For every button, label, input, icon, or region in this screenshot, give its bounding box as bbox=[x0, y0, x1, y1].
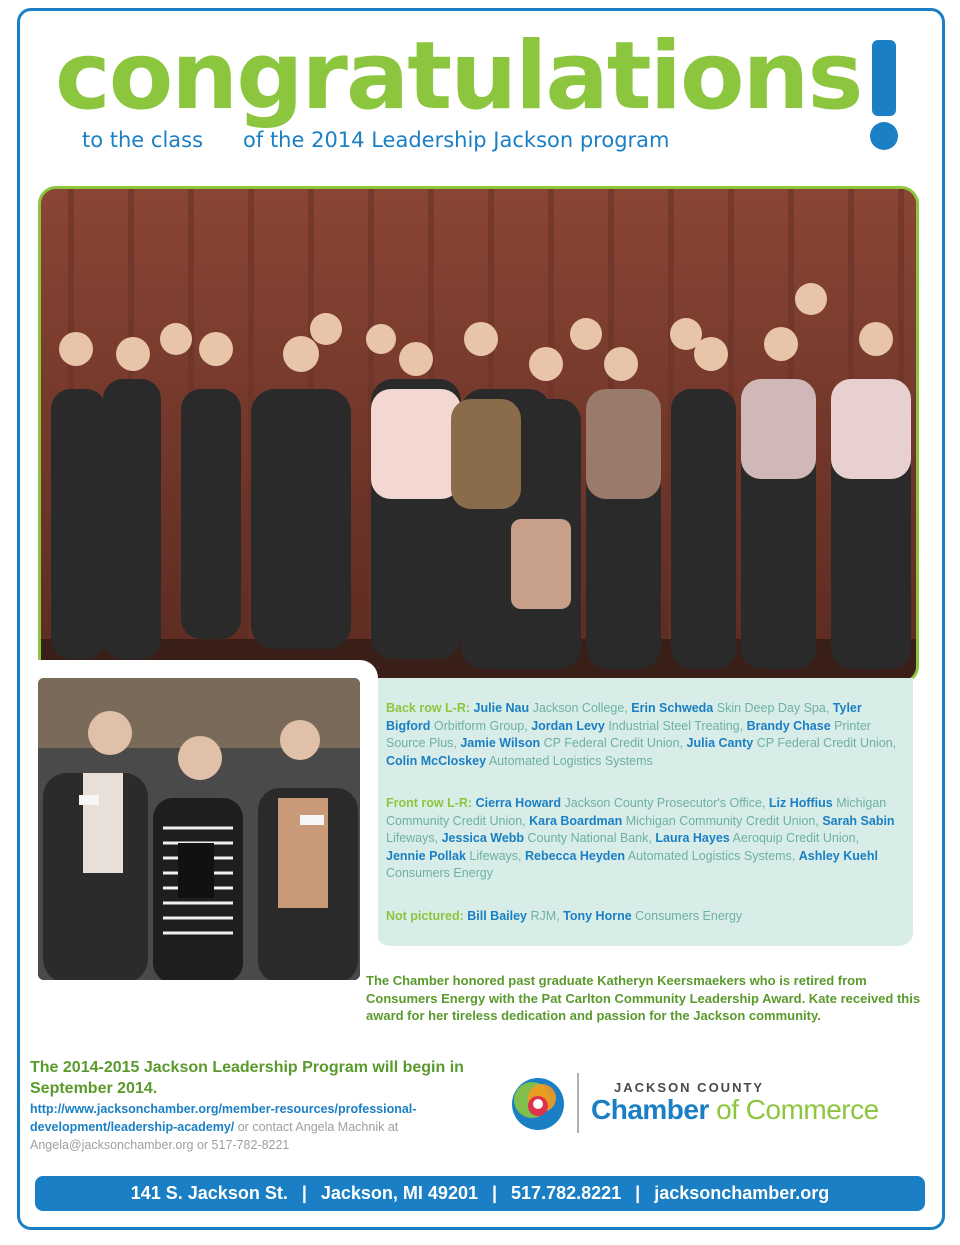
award-photo-image bbox=[38, 678, 360, 980]
program-contact bbox=[30, 1100, 520, 1154]
caption-name: Liz Hoffius bbox=[768, 796, 833, 810]
footer-address: 141 S. Jackson St. bbox=[130, 1183, 288, 1203]
caption-org: CP Federal Credit Union bbox=[756, 736, 893, 750]
caption-org: Aeroquip Credit Union bbox=[732, 831, 856, 845]
caption-org: Industrial Steel Treating bbox=[608, 718, 740, 733]
caption-name: Jordan Levy bbox=[531, 718, 605, 733]
caption-org: Skin Deep Day Spa bbox=[716, 701, 826, 715]
caption-name: Tony Horne bbox=[563, 909, 632, 923]
caption-org: CP Federal Credit Union bbox=[543, 736, 680, 750]
caption-name: Jennie Pollak bbox=[386, 848, 466, 863]
caption-org: Consumers Energy bbox=[386, 866, 493, 880]
logo-wordmark bbox=[591, 1094, 879, 1126]
caption-name: Sarah Sabin bbox=[822, 813, 895, 828]
subheadline-part-a: to the class bbox=[82, 128, 204, 152]
subheadline-part-b: of the 2014 Leadership Jackson program bbox=[243, 128, 670, 152]
program-announcement: The 2014-2015 Jackson Leadership Program will begin in September 2014. bbox=[30, 1059, 464, 1097]
back-row-label: Back row L-R: bbox=[386, 701, 471, 715]
caption-org: Jackson County Prosecutor's Office bbox=[564, 796, 762, 810]
contact-text: or contact Angela Machnik at Angela@jacksonchamber.org or 517-782-8221 bbox=[30, 1120, 399, 1152]
chamber-logo-icon bbox=[508, 1074, 568, 1134]
group-photo-image bbox=[41, 189, 919, 684]
caption-name: Julie Nau bbox=[473, 701, 530, 715]
caption-name: Laura Hayes bbox=[655, 831, 730, 845]
caption-name: Rebecca Heyden bbox=[524, 848, 626, 863]
footer-separator: | bbox=[635, 1183, 641, 1203]
footer-contact-bar bbox=[35, 1176, 925, 1211]
caption-name: Jamie Wilson bbox=[460, 736, 541, 750]
headline-congratulations: congratulations bbox=[55, 22, 862, 131]
caption-name: Tyler Bigford bbox=[386, 701, 862, 733]
caption-org: Printer Source Plus bbox=[386, 718, 871, 750]
caption-org: County National Bank bbox=[527, 831, 649, 845]
subheadline bbox=[82, 128, 669, 152]
footer-website[interactable]: jacksonchamber.org bbox=[654, 1183, 830, 1203]
caption-name: Ashley Kuehl bbox=[798, 848, 878, 863]
footer-separator: | bbox=[301, 1183, 307, 1203]
caption-org: Orbitform Group bbox=[433, 718, 525, 733]
logo-commerce: of Commerce bbox=[716, 1094, 879, 1125]
caption-name: Jessica Webb bbox=[441, 831, 525, 845]
caption-name: Cierra Howard bbox=[475, 796, 562, 810]
logo-county: JACKSON COUNTY bbox=[614, 1080, 765, 1095]
footer-separator: | bbox=[491, 1183, 498, 1203]
program-url-link[interactable]: http://www.jacksonchamber.org/member-resources/professional-development/leadership-academy/ bbox=[30, 1102, 417, 1134]
caption-not-pictured: Not pictured: Bill Bailey RJM, Tony Horne Consumers Energy bbox=[386, 909, 743, 923]
caption-org: Michigan Community Credit Union bbox=[386, 796, 887, 828]
caption-org: Michigan Community Credit Union bbox=[625, 813, 816, 828]
caption-name: Bill Bailey bbox=[467, 909, 528, 923]
award-caption: The Chamber honored past graduate Katheryn Keersmaekers who is retired from Consumers Energy with the Pat Carlton Community Leadership Award. Kate received this award for her tireless dedication and passion for the Jackson community. bbox=[366, 973, 921, 1023]
caption-org: Automated Logistics Systems bbox=[627, 848, 792, 863]
exclamation-dot bbox=[870, 122, 898, 150]
caption-org: RJM bbox=[530, 909, 557, 923]
caption-org: Automated Logistics Systems bbox=[488, 753, 653, 768]
caption-back-row: Back row L-R: Julie Nau Jackson College, Erin Schweda Skin Deep Day Spa, Tyler Bigford Orbitform Group, Jordan Levy Industrial Steel Treating, Brandy Chase Printer Source Plus, Jamie Wilson CP Federal Credit Union, Julia Canty CP Federal Credit Union, Colin McCloskey Automated Logistics Systems bbox=[386, 701, 897, 768]
footer-city: Jackson, MI 49201 bbox=[320, 1183, 478, 1203]
caption-name: Kara Boardman bbox=[529, 813, 623, 828]
footer-phone[interactable]: 517.782.8221 bbox=[511, 1183, 622, 1203]
exclamation-bar bbox=[872, 40, 896, 116]
caption-name: Erin Schweda bbox=[631, 701, 714, 715]
logo-chamber: Chamber bbox=[591, 1094, 709, 1125]
logo-divider bbox=[577, 1073, 579, 1133]
caption-front-row: Front row L-R: Cierra Howard Jackson County Prosecutor's Office, Liz Hoffius Michigan Community Credit Union, Kara Boardman Michigan Community Credit Union, Sarah Sabin Lifeways, Jessica Webb County National Bank, Laura Hayes Aeroquip Credit Union, Jennie Pollak Lifeways, Rebecca Heyden Automated Logistics Systems, Ashley Kuehl Consumers Energy bbox=[386, 796, 895, 880]
caption-org: Lifeways bbox=[469, 848, 519, 863]
caption-name: Julia Canty bbox=[686, 736, 754, 750]
front-row-label: Front row L-R: bbox=[386, 796, 473, 810]
caption-org: Lifeways bbox=[386, 831, 435, 845]
award-photo bbox=[38, 678, 360, 980]
caption-org: Jackson College bbox=[532, 701, 625, 715]
caption-name: Brandy Chase bbox=[746, 718, 831, 733]
caption-name: Colin McCloskey bbox=[386, 753, 487, 768]
caption-org: Consumers Energy bbox=[635, 909, 743, 923]
not-pictured-label: Not pictured: bbox=[386, 909, 464, 923]
group-photo bbox=[38, 186, 919, 684]
